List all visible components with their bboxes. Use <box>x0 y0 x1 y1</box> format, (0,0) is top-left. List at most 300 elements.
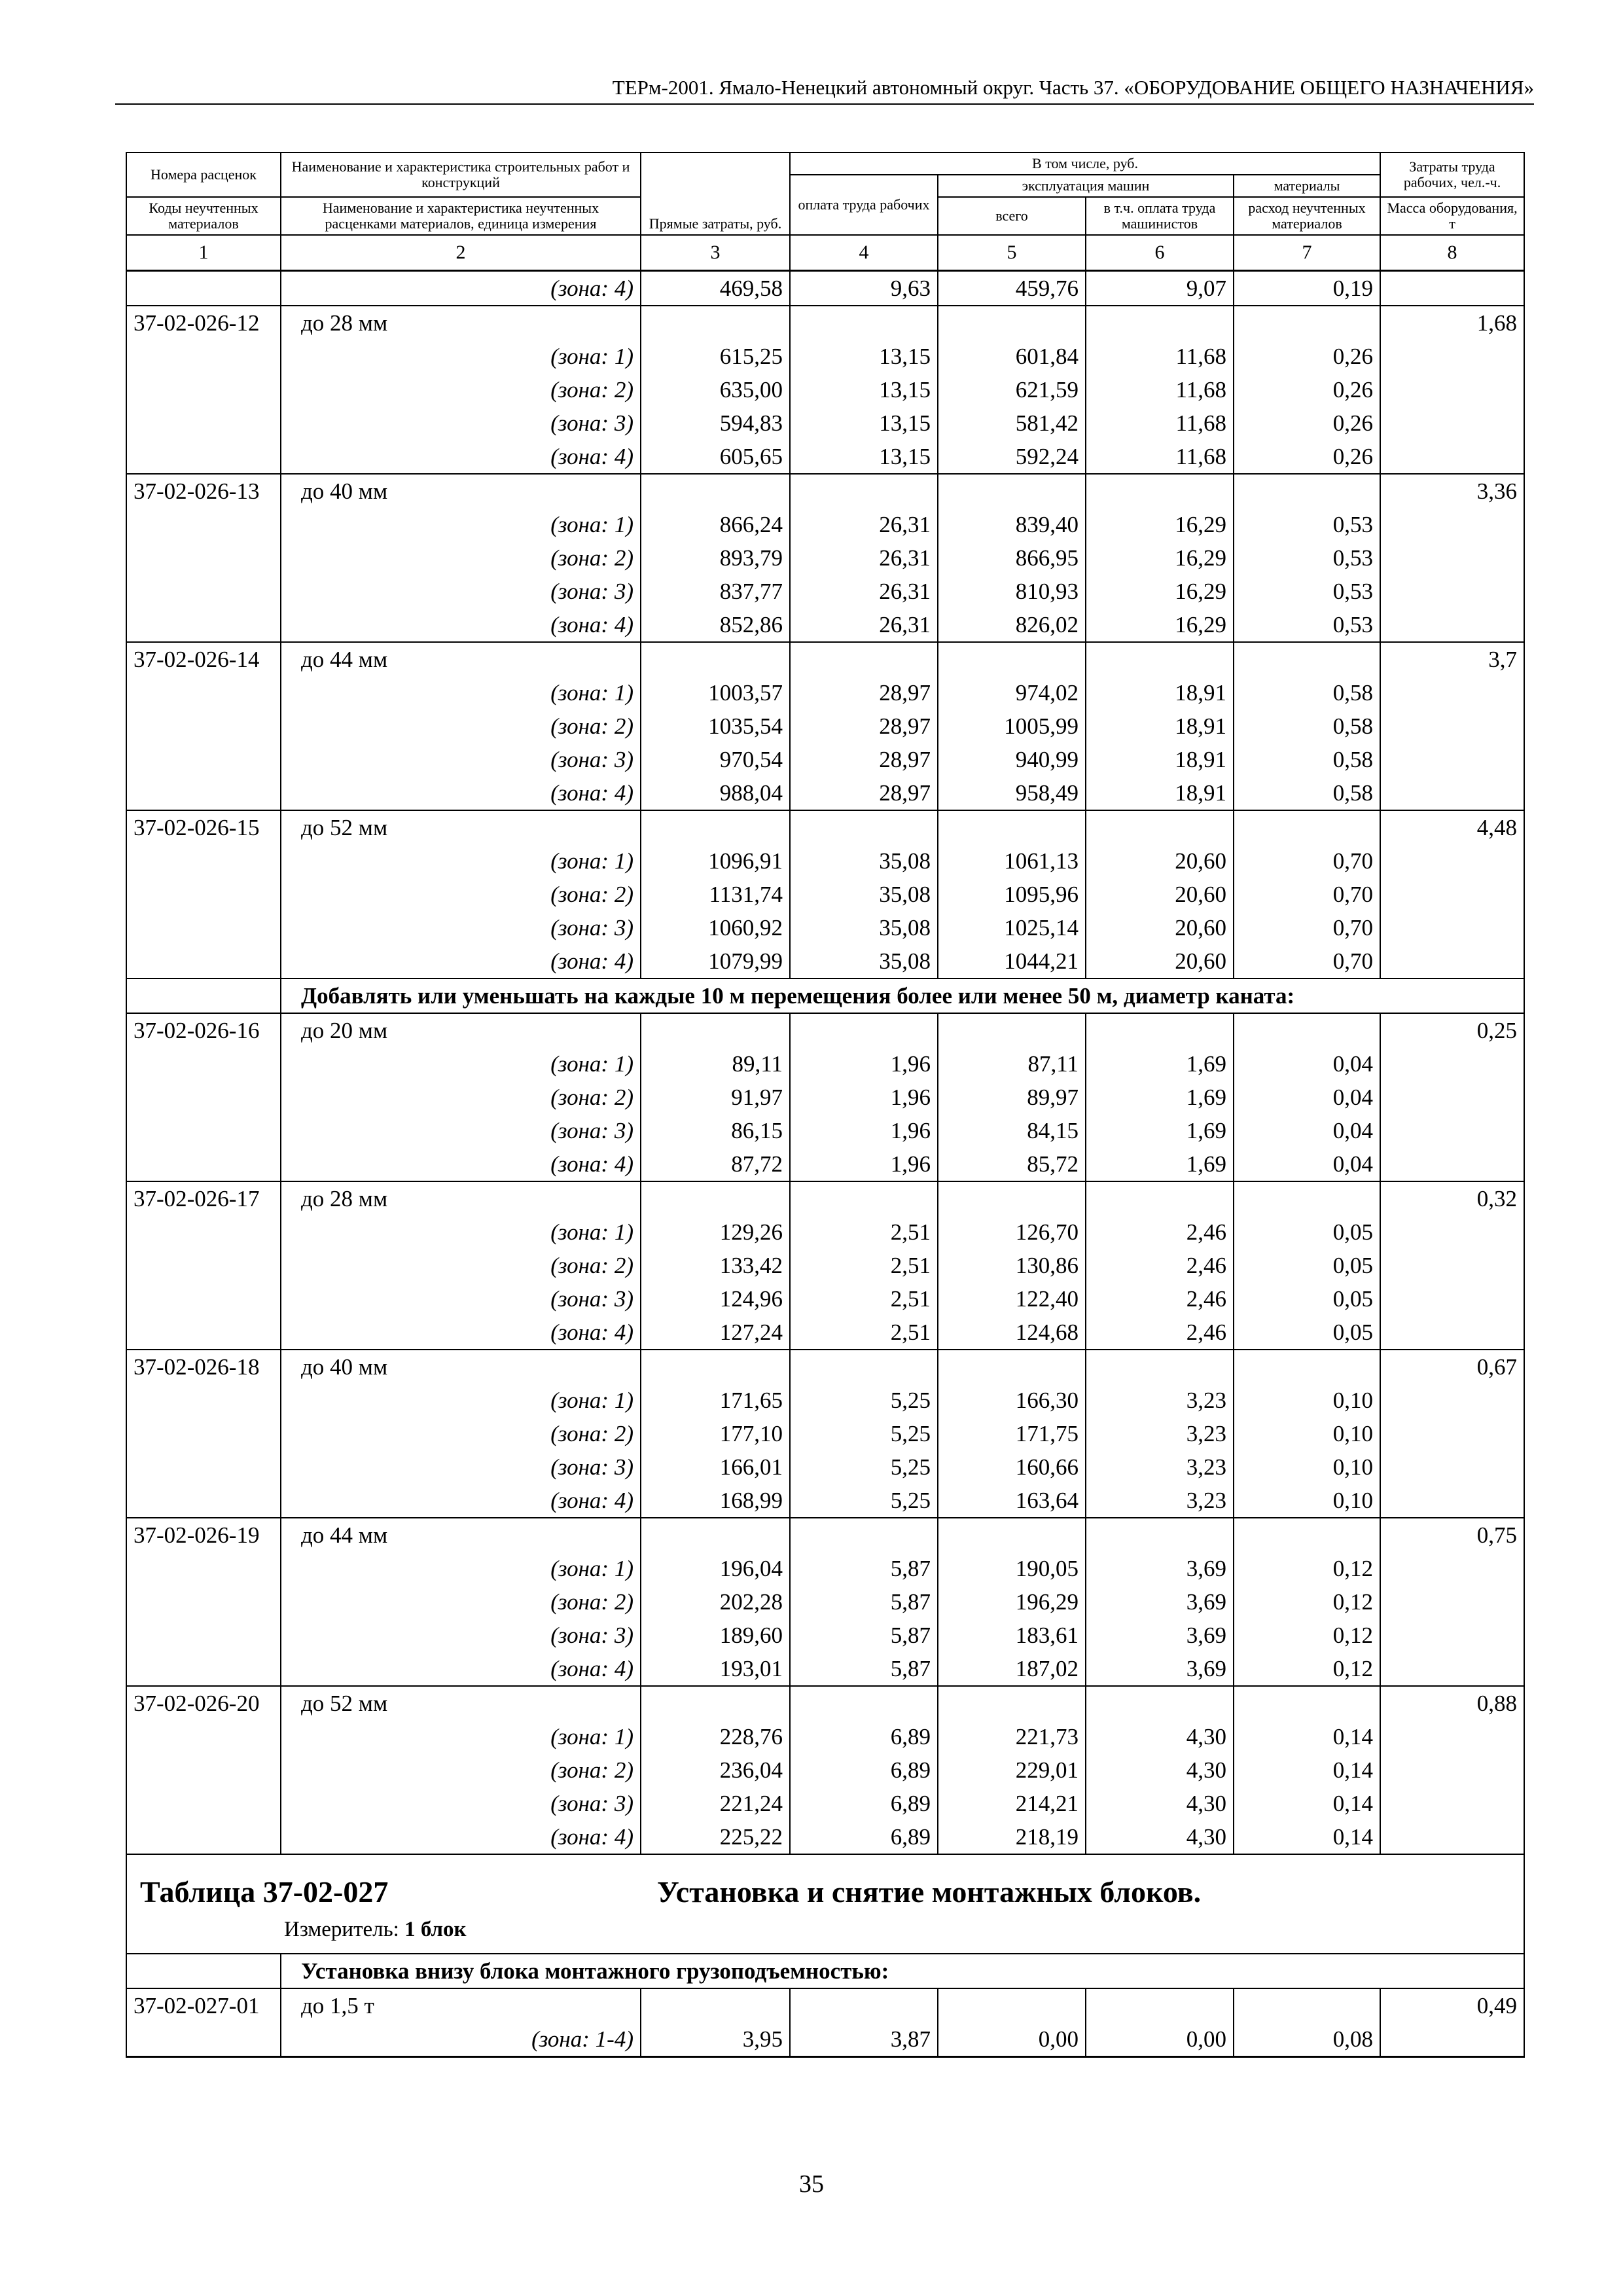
machines-cost: 196,29 <box>938 1585 1086 1619</box>
machines-cost: 1061,13 <box>938 844 1086 878</box>
materials-cost: 0,58 <box>1234 776 1380 810</box>
zone-row <box>126 575 1524 608</box>
empty-cell <box>938 810 1086 844</box>
code-cell <box>126 1282 281 1316</box>
empty-cell <box>1086 474 1234 508</box>
machines-cost: 1025,14 <box>938 911 1086 944</box>
zone-row <box>126 1215 1524 1249</box>
column-number: 3 <box>641 235 790 271</box>
zone-row <box>126 440 1524 474</box>
zone-label: (зона: 2) <box>281 1081 641 1114</box>
labor-cost: 13,15 <box>790 406 938 440</box>
labor-hours-cell <box>1380 508 1524 541</box>
zone-row <box>126 508 1524 541</box>
labor-hours-cell <box>1380 944 1524 978</box>
empty-cell <box>641 306 790 340</box>
labor-cost: 13,15 <box>790 340 938 373</box>
operators-cost: 3,69 <box>1086 1619 1234 1652</box>
zone-row <box>126 743 1524 776</box>
labor-cost: 2,51 <box>790 1215 938 1249</box>
machines-cost: 0,00 <box>938 2022 1086 2057</box>
zone-row <box>126 541 1524 575</box>
labor-cost: 28,97 <box>790 776 938 810</box>
direct-cost: 228,76 <box>641 1720 790 1753</box>
code-cell <box>126 1552 281 1585</box>
materials-cost: 0,53 <box>1234 608 1380 642</box>
direct-cost: 177,10 <box>641 1417 790 1450</box>
empty-cell <box>641 1181 790 1215</box>
labor-hours-cell <box>1380 709 1524 743</box>
direct-cost: 1035,54 <box>641 709 790 743</box>
empty-cell <box>1086 1350 1234 1384</box>
operators-cost: 1,69 <box>1086 1081 1234 1114</box>
empty-cell <box>1234 642 1380 676</box>
empty-cell <box>1234 1686 1380 1720</box>
code-cell <box>126 1114 281 1147</box>
zone-label: (зона: 2) <box>281 541 641 575</box>
zone-row <box>126 1047 1524 1081</box>
direct-cost: 221,24 <box>641 1787 790 1820</box>
table-name: Установка и снятие монтажных блоков. <box>657 1875 1202 1909</box>
labor-hours-cell <box>1380 1820 1524 1854</box>
labor-hours-cell <box>1380 878 1524 911</box>
zone-row <box>126 340 1524 373</box>
labor-cost: 1,96 <box>790 1147 938 1181</box>
labor-cost: 1,96 <box>790 1114 938 1147</box>
direct-cost: 594,83 <box>641 406 790 440</box>
zone-label: (зона: 2) <box>281 709 641 743</box>
operators-cost: 3,69 <box>1086 1652 1234 1686</box>
labor-cost: 1,96 <box>790 1047 938 1081</box>
code-cell <box>126 508 281 541</box>
machines-cost: 126,70 <box>938 1215 1086 1249</box>
machines-cost: 84,15 <box>938 1114 1086 1147</box>
zone-label: (зона: 1) <box>281 340 641 373</box>
empty-cell <box>1086 642 1234 676</box>
col1-subheader: Коды неучтенных материалов <box>126 197 281 235</box>
direct-cost: 196,04 <box>641 1552 790 1585</box>
zone-label: (зона: 4) <box>281 944 641 978</box>
zone-row <box>126 944 1524 978</box>
machines-cost: 1095,96 <box>938 878 1086 911</box>
labor-cost: 9,63 <box>790 271 938 306</box>
machines-cost: 89,97 <box>938 1081 1086 1114</box>
operators-cost: 18,91 <box>1086 776 1234 810</box>
empty-cell <box>1234 1350 1380 1384</box>
machines-cost: 601,84 <box>938 340 1086 373</box>
labor-hours-cell <box>1380 1147 1524 1181</box>
zone-row <box>126 1585 1524 1619</box>
labor-hours: 0,49 <box>1380 1988 1524 2022</box>
empty-cell <box>938 1988 1086 2022</box>
direct-cost: 166,01 <box>641 1450 790 1484</box>
materials-cost: 0,14 <box>1234 1753 1380 1787</box>
code-cell <box>126 1249 281 1282</box>
zone-label: (зона: 4) <box>281 1652 641 1686</box>
labor-hours: 3,7 <box>1380 642 1524 676</box>
rate-code: 37-02-026-17 <box>126 1181 281 1215</box>
direct-cost: 171,65 <box>641 1384 790 1417</box>
rate-code: 37-02-027-01 <box>126 1988 281 2022</box>
materials-cost: 0,70 <box>1234 844 1380 878</box>
labor-hours-cell <box>1380 1081 1524 1114</box>
operators-cost: 1,69 <box>1086 1047 1234 1081</box>
machines-cost: 940,99 <box>938 743 1086 776</box>
operators-cost: 1,69 <box>1086 1114 1234 1147</box>
machines-cost: 621,59 <box>938 373 1086 406</box>
zone-label: (зона: 3) <box>281 575 641 608</box>
col8-header: Затраты труда рабочих, чел.-ч. <box>1380 152 1524 197</box>
machines-cost: 160,66 <box>938 1450 1086 1484</box>
zone-row <box>126 373 1524 406</box>
direct-cost: 91,97 <box>641 1081 790 1114</box>
operators-cost: 3,23 <box>1086 1384 1234 1417</box>
col4-header: оплата труда рабочих <box>790 175 938 235</box>
labor-cost: 6,89 <box>790 1820 938 1854</box>
zone-row <box>126 676 1524 709</box>
labor-cost: 1,96 <box>790 1081 938 1114</box>
labor-cost: 26,31 <box>790 508 938 541</box>
zone-row <box>126 1619 1524 1652</box>
empty-cell <box>1234 1181 1380 1215</box>
direct-cost: 1079,99 <box>641 944 790 978</box>
labor-hours-cell <box>1380 1552 1524 1585</box>
materials-cost: 0,04 <box>1234 1081 1380 1114</box>
col7-header: расход неучтенных материалов <box>1234 197 1380 235</box>
empty-cell <box>790 1181 938 1215</box>
code-cell <box>126 911 281 944</box>
table-title-row <box>126 1854 1524 1954</box>
labor-cost: 2,51 <box>790 1249 938 1282</box>
empty-cell <box>1086 1988 1234 2022</box>
materials-cost: 0,04 <box>1234 1114 1380 1147</box>
zone-label: (зона: 3) <box>281 1282 641 1316</box>
machines-cost: 581,42 <box>938 406 1086 440</box>
zone-label: (зона: 2) <box>281 878 641 911</box>
rate-header-row <box>126 1988 1524 2022</box>
zone-row <box>126 1753 1524 1787</box>
group-header: В том числе, руб. <box>790 152 1380 175</box>
materials-cost: 0,70 <box>1234 944 1380 978</box>
code-cell <box>126 1720 281 1753</box>
labor-cost: 28,97 <box>790 743 938 776</box>
direct-cost: 866,24 <box>641 508 790 541</box>
code-cell <box>126 944 281 978</box>
operators-cost: 18,91 <box>1086 743 1234 776</box>
materials-cost: 0,14 <box>1234 1787 1380 1820</box>
code-cell <box>126 1081 281 1114</box>
machines-cost: 163,64 <box>938 1484 1086 1518</box>
code-cell <box>126 1820 281 1854</box>
operators-cost: 3,69 <box>1086 1552 1234 1585</box>
code-cell <box>126 1619 281 1652</box>
labor-cost: 26,31 <box>790 541 938 575</box>
labor-hours-cell <box>1380 1417 1524 1450</box>
table-number: Таблица 37-02-027 <box>140 1875 389 1909</box>
labor-cost: 35,08 <box>790 944 938 978</box>
labor-cost: 5,87 <box>790 1552 938 1585</box>
operators-cost: 2,46 <box>1086 1249 1234 1282</box>
direct-cost: 605,65 <box>641 440 790 474</box>
machines-cost: 171,75 <box>938 1417 1086 1450</box>
code-cell <box>126 1450 281 1484</box>
code-cell <box>126 743 281 776</box>
operators-cost: 1,69 <box>1086 1147 1234 1181</box>
zone-row <box>126 1384 1524 1417</box>
rate-name: до 1,5 т <box>281 1988 641 2022</box>
rate-code: 37-02-026-16 <box>126 1013 281 1047</box>
labor-hours-cell <box>1380 1282 1524 1316</box>
operators-cost: 16,29 <box>1086 508 1234 541</box>
rate-name: до 44 мм <box>281 1518 641 1552</box>
labor-hours-cell <box>1380 1047 1524 1081</box>
page-number: 35 <box>799 2170 824 2198</box>
zone-label: (зона: 1-4) <box>281 2022 641 2057</box>
column-number: 2 <box>281 235 641 271</box>
machines-cost: 214,21 <box>938 1787 1086 1820</box>
empty-cell <box>938 642 1086 676</box>
operators-cost: 20,60 <box>1086 878 1234 911</box>
empty-cell <box>938 1181 1086 1215</box>
zone-label: (зона: 3) <box>281 743 641 776</box>
zone-row <box>126 1114 1524 1147</box>
labor-hours-cell <box>1380 1787 1524 1820</box>
operators-cost: 2,46 <box>1086 1316 1234 1350</box>
labor-hours-cell <box>1380 340 1524 373</box>
operators-cost: 20,60 <box>1086 944 1234 978</box>
labor-hours-cell <box>1380 575 1524 608</box>
direct-cost: 852,86 <box>641 608 790 642</box>
empty-cell <box>1086 1013 1234 1047</box>
labor-hours-cell <box>1380 776 1524 810</box>
labor-cost: 6,89 <box>790 1720 938 1753</box>
materials-cost: 0,05 <box>1234 1215 1380 1249</box>
direct-cost: 86,15 <box>641 1114 790 1147</box>
col2-subheader: Наименование и характеристика неучтенных расценками материалов, единица измерения <box>281 197 641 235</box>
zone-row <box>126 1652 1524 1686</box>
machines-cost: 958,49 <box>938 776 1086 810</box>
zone-label: (зона: 4) <box>281 1316 641 1350</box>
materials-cost: 0,58 <box>1234 743 1380 776</box>
zone-label: (зона: 4) <box>281 271 641 306</box>
zone-row <box>126 1787 1524 1820</box>
labor-cost: 2,51 <box>790 1282 938 1316</box>
operators-cost: 4,30 <box>1086 1720 1234 1753</box>
machines-cost: 218,19 <box>938 1820 1086 1854</box>
code-cell <box>126 1585 281 1619</box>
zone-label: (зона: 4) <box>281 1820 641 1854</box>
machines-cost: 839,40 <box>938 508 1086 541</box>
labor-hours-cell <box>1380 1619 1524 1652</box>
operators-cost: 2,46 <box>1086 1282 1234 1316</box>
column-numbers-row <box>126 235 1524 271</box>
operators-cost: 11,68 <box>1086 340 1234 373</box>
operators-cost: 3,69 <box>1086 1585 1234 1619</box>
code-cell <box>126 776 281 810</box>
rate-code: 37-02-026-20 <box>126 1686 281 1720</box>
empty-cell <box>641 1988 790 2022</box>
operators-cost: 11,68 <box>1086 406 1234 440</box>
operators-cost: 20,60 <box>1086 844 1234 878</box>
empty-cell <box>938 1350 1086 1384</box>
materials-cost: 0,70 <box>1234 878 1380 911</box>
zone-row <box>126 878 1524 911</box>
direct-cost: 1096,91 <box>641 844 790 878</box>
empty-cell <box>641 642 790 676</box>
rate-name: до 52 мм <box>281 1686 641 1720</box>
empty-cell <box>1234 474 1380 508</box>
operators-cost: 16,29 <box>1086 541 1234 575</box>
col3-header: Прямые затраты, руб. <box>641 152 790 235</box>
section-heading <box>126 978 1524 1013</box>
code-cell <box>126 1787 281 1820</box>
zone-row <box>126 406 1524 440</box>
rate-code: 37-02-026-13 <box>126 474 281 508</box>
zone-label: (зона: 3) <box>281 1114 641 1147</box>
materials-cost: 0,10 <box>1234 1484 1380 1518</box>
labor-hours: 0,67 <box>1380 1350 1524 1384</box>
zone-row <box>126 1417 1524 1450</box>
direct-cost: 988,04 <box>641 776 790 810</box>
empty-cell <box>790 642 938 676</box>
section-text: Установка внизу блока монтажного грузоподъемностью: <box>281 1954 1524 1988</box>
zone-label: (зона: 4) <box>281 608 641 642</box>
empty-cell <box>1234 1518 1380 1552</box>
empty-cell <box>1234 306 1380 340</box>
empty-cell <box>790 1013 938 1047</box>
col6-header: в т.ч. оплата труда машинистов <box>1086 197 1234 235</box>
operators-cost: 3,23 <box>1086 1450 1234 1484</box>
code-cell <box>126 575 281 608</box>
direct-cost: 193,01 <box>641 1652 790 1686</box>
materials-cost: 0,26 <box>1234 340 1380 373</box>
direct-cost: 133,42 <box>641 1249 790 1282</box>
code-cell <box>126 676 281 709</box>
empty-cell <box>790 474 938 508</box>
labor-cost: 2,51 <box>790 1316 938 1350</box>
materials-cost: 0,58 <box>1234 676 1380 709</box>
materials-cost: 0,12 <box>1234 1552 1380 1585</box>
labor-cost: 5,87 <box>790 1652 938 1686</box>
machines-cost: 166,30 <box>938 1384 1086 1417</box>
operators-cost: 3,23 <box>1086 1484 1234 1518</box>
zone-row <box>126 1552 1524 1585</box>
empty-cell <box>938 1518 1086 1552</box>
code-cell <box>126 340 281 373</box>
empty-cell <box>790 1988 938 2022</box>
materials-cost: 0,12 <box>1234 1619 1380 1652</box>
labor-hours-cell <box>1380 1585 1524 1619</box>
labor-hours-cell <box>1380 373 1524 406</box>
section-spacer <box>126 978 281 1013</box>
zone-row <box>126 709 1524 743</box>
code-cell <box>126 1215 281 1249</box>
operators-cost: 11,68 <box>1086 440 1234 474</box>
labor-hours: 1,68 <box>1380 306 1524 340</box>
direct-cost: 1131,74 <box>641 878 790 911</box>
col5-header: всего <box>938 197 1086 235</box>
labor-cost: 6,89 <box>790 1787 938 1820</box>
materials-cost: 0,19 <box>1234 271 1380 306</box>
labor-hours: 3,36 <box>1380 474 1524 508</box>
machines-header: эксплуатация машин <box>938 175 1234 197</box>
zone-label: (зона: 1) <box>281 1047 641 1081</box>
code-cell <box>126 1484 281 1518</box>
col1-header: Номера расценок <box>126 152 281 197</box>
empty-cell <box>1234 1013 1380 1047</box>
labor-cost: 26,31 <box>790 608 938 642</box>
machines-cost: 122,40 <box>938 1282 1086 1316</box>
rate-header-row <box>126 810 1524 844</box>
operators-cost: 4,30 <box>1086 1820 1234 1854</box>
direct-cost: 168,99 <box>641 1484 790 1518</box>
section-text: Добавлять или уменьшать на каждые 10 м перемещения более или менее 50 м, диаметр каната: <box>281 978 1524 1013</box>
rate-header-row <box>126 1181 1524 1215</box>
operators-cost: 9,07 <box>1086 271 1234 306</box>
labor-cost: 28,97 <box>790 709 938 743</box>
code-cell <box>126 1652 281 1686</box>
labor-hours-cell <box>1380 1484 1524 1518</box>
machines-cost: 187,02 <box>938 1652 1086 1686</box>
operators-cost: 11,68 <box>1086 373 1234 406</box>
direct-cost: 635,00 <box>641 373 790 406</box>
direct-cost: 3,95 <box>641 2022 790 2057</box>
empty-cell <box>1086 1686 1234 1720</box>
code-cell <box>126 440 281 474</box>
direct-cost: 469,58 <box>641 271 790 306</box>
section-heading <box>126 1954 1524 1988</box>
labor-cost: 35,08 <box>790 911 938 944</box>
direct-cost: 615,25 <box>641 340 790 373</box>
zone-label: (зона: 2) <box>281 1753 641 1787</box>
labor-cost: 13,15 <box>790 440 938 474</box>
labor-hours-cell <box>1380 1450 1524 1484</box>
labor-hours-cell <box>1380 271 1524 306</box>
zone-label: (зона: 1) <box>281 1384 641 1417</box>
zone-label: (зона: 3) <box>281 911 641 944</box>
materials-header: материалы <box>1234 175 1380 197</box>
direct-cost: 129,26 <box>641 1215 790 1249</box>
materials-cost: 0,14 <box>1234 1720 1380 1753</box>
materials-cost: 0,04 <box>1234 1047 1380 1081</box>
labor-hours-cell <box>1380 743 1524 776</box>
labor-hours-cell <box>1380 608 1524 642</box>
zone-label: (зона: 4) <box>281 776 641 810</box>
operators-cost: 18,91 <box>1086 676 1234 709</box>
operators-cost: 4,30 <box>1086 1787 1234 1820</box>
col8-subheader: Масса оборудования, т <box>1380 197 1524 235</box>
empty-cell <box>938 1013 1086 1047</box>
empty-cell <box>1086 306 1234 340</box>
materials-cost: 0,10 <box>1234 1450 1380 1484</box>
rate-name: до 44 мм <box>281 642 641 676</box>
labor-hours-cell <box>1380 1652 1524 1686</box>
labor-hours-cell <box>1380 1215 1524 1249</box>
labor-cost: 26,31 <box>790 575 938 608</box>
zone-label: (зона: 1) <box>281 676 641 709</box>
direct-cost: 970,54 <box>641 743 790 776</box>
labor-cost: 5,25 <box>790 1384 938 1417</box>
machines-cost: 866,95 <box>938 541 1086 575</box>
direct-cost: 837,77 <box>641 575 790 608</box>
column-number: 8 <box>1380 235 1524 271</box>
machines-cost: 85,72 <box>938 1147 1086 1181</box>
zone-row <box>126 1820 1524 1854</box>
zone-row <box>126 1282 1524 1316</box>
materials-cost: 0,10 <box>1234 1384 1380 1417</box>
labor-hours-cell <box>1380 1384 1524 1417</box>
labor-hours-cell <box>1380 2022 1524 2057</box>
